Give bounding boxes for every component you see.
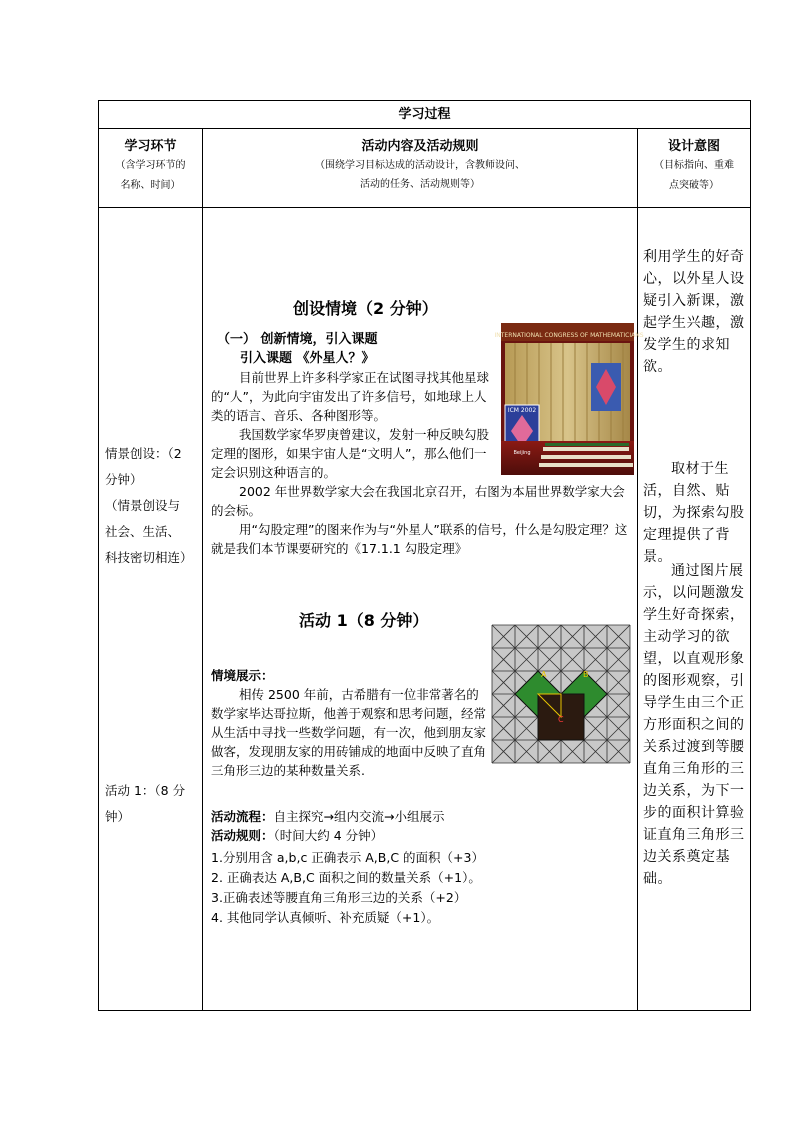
col2-sub1: （围绕学习目标达成的活动设计，含教师设问、 [315,160,525,171]
rule-item: 1.分别用含 a,b,c 正确表示 A,B,C 的面积（+3） [211,850,484,865]
label-c: C [558,715,564,724]
floor-tile-diagram [492,625,630,763]
content-column [203,208,644,1011]
rules-text: （时间大约 4 分钟） [273,828,384,843]
intent-1: 利用学生的好奇心，以外星人设疑引入新课，激起学生兴趣，激发学生的求知欲。 [643,249,745,375]
photo-logo: ICM 2002 [507,407,537,414]
stage1-line: 科技密切相连） [105,550,193,565]
section1-title: 创设情境（2 分钟） [293,299,438,318]
label-b: B [583,670,589,679]
stage1-line: （情景创设与 [105,498,181,513]
photo-city: Beijing [513,450,531,456]
col2-title: 活动内容及活动规则 [361,139,479,154]
stage1-line: 分钟） [105,472,143,487]
table-title: 学习过程 [99,101,751,129]
lesson-table [98,100,751,1011]
label-a: A [541,670,547,679]
story-paragraph: 相传 2500 年前，古希腊有一位非常著名的数学家毕达哥拉斯，他善于观察和思考问题，经常从生活中寻找一些数学问题，有一次，他到朋友家做客，发现朋友家的用砖铺成的地面中反映了直角三角形三边的某种数量关系. [211,687,487,778]
col1-title: 学习环节 [124,139,177,154]
rule-item: 3.正确表述等腰直角三角形三边的关系（+2） [211,890,467,905]
flow-label: 活动流程： [211,809,274,824]
stage-column [99,208,203,1011]
rule-item: 2. 正确表达 A,B,C 面积之间的数量关系（+1）。 [211,870,481,885]
stage1-line: 情景创设：（2 [105,446,182,461]
rules-line [211,826,383,845]
rule-item: 4. 其他同学认真倾听、补充质疑（+1）。 [211,910,440,925]
flow-text: 自主探究→组内交流→小组展示 [273,809,445,824]
stage2-text [105,778,199,830]
rules-label: 活动规则： [211,828,274,843]
col1-sub2: 名称、时间） [120,180,181,191]
header-col3 [638,129,751,208]
stage2-line: 钟） [105,809,131,824]
intent-3: 通过图片展示，以问题激发学生好奇探索，主动学习的欲望，以直观形象的图形观察，引导学生由三个正方形面积之间的关系过渡到等腰直角三角形的三边关系，为下一步的面积计算验证直角三角形三边关系奠定基础。 [643,563,745,887]
stage1-text [105,441,199,571]
paragraph-3: 2002 年世界数学家大会在我国北京召开，右图为本届世界数学家大会的会标。 [211,484,625,518]
rules-list [211,848,484,928]
stage1-line: 社会、生活、 [105,524,181,539]
header-col2 [203,129,638,208]
photo-banner: INTERNATIONAL CONGRESS OF MATHEMATICIANS [494,332,644,339]
intent-2: 取材于生活，自然、贴切，为探索勾股定理提供了背景。 [643,461,745,565]
congress-photo [494,323,644,475]
col1-sub1: （含学习环节的 [115,160,186,171]
intro-title: 引入课题 《外星人？》 [240,351,375,366]
col2-sub2: 活动的任务、活动规则等） [360,179,480,190]
section1-subtitle: （一） 创新情境，引入课题 [217,332,378,347]
paragraph-2: 我国数学家华罗庚曾建议，发射一种反映勾股定理的图形，如果宇宙人是“文明人”，那么他们一定会识别这种语言的。 [211,427,490,480]
flow-line [211,807,444,826]
scene-label: 情境展示： [211,668,274,683]
col3-sub2: 点突破等） [669,180,719,191]
paragraph-4: 用“勾股定理”的图来作为与“外星人”联系的信号，什么是勾股定理？这就是我们本节课要研究的《17.1.1 勾股定理》 [211,522,628,556]
col3-title: 设计意图 [667,139,720,154]
section2-title: 活动 1（8 分钟） [299,611,429,630]
paragraph-1: 目前世界上许多科学家正在试图寻找其他星球的“人”，为此向宇宙发出了许多信号，如地球上人类的语言、音乐、各种图形等。 [211,370,490,423]
stage2-line: 活动 1：（8 分 [105,783,186,798]
col3-sub1: （目标指向、重难 [654,160,734,171]
intent-column [638,208,751,1011]
header-col1 [99,129,203,208]
